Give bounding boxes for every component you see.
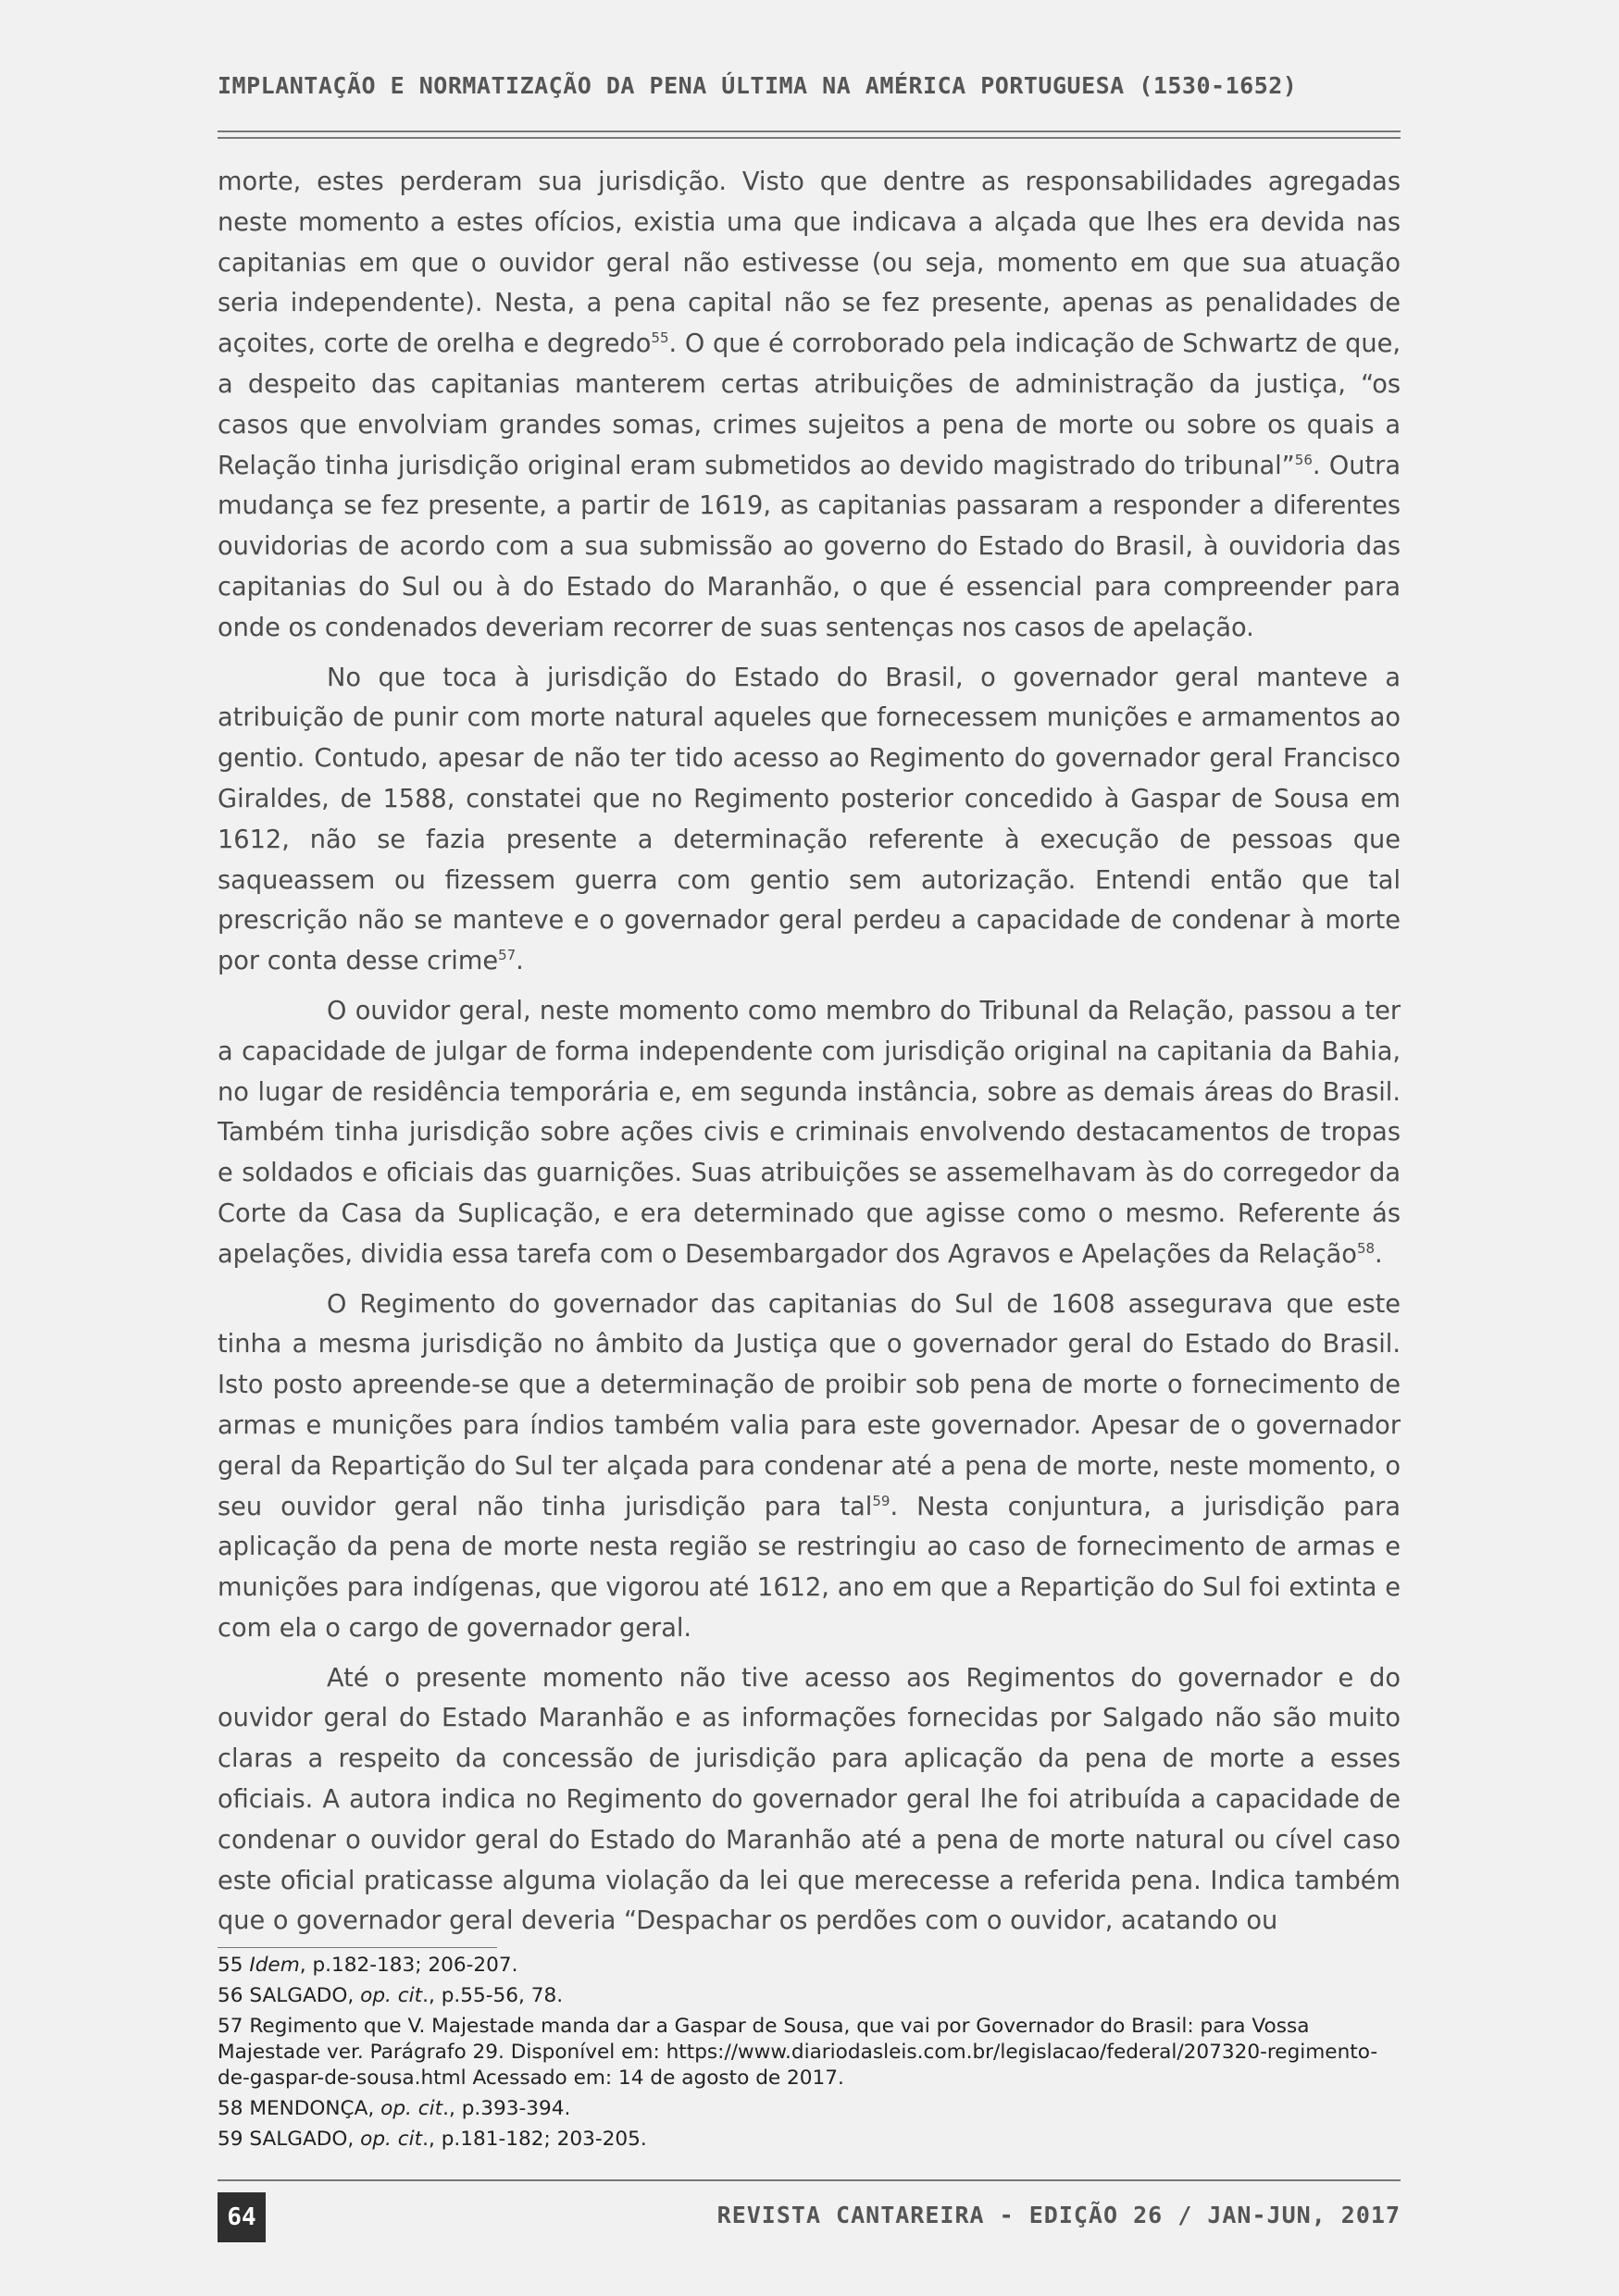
footnote — [218, 2096, 1401, 2122]
footnote-separator — [218, 1947, 497, 1948]
text-run: . — [516, 947, 524, 976]
paragraph — [218, 1285, 1401, 1649]
text-run: ., p.393-394. — [442, 2097, 571, 2120]
footnote-ref: 58 — [1356, 1239, 1376, 1257]
text-run: O Regimento do governador das capitanias do Sul de 1608 assegurava que este tinha a mesma jurisdição no âmbito da Justiça que o governador geral do Estado do Brasil. Isto posto apreende-se que a determinação de proibir sob pena de morte o fornecimento de armas e munições para índios também valia para este governador. Apesar de o governador geral da Repartição do Sul ter alçada para condenar até a pena de morte, neste momento, o seu ouvidor geral não tinha jurisdição para tal — [218, 1289, 1401, 1521]
text-run: No que toca à jurisdição do Estado do Brasil, o governador geral manteve a atribuição de punir com morte natural aqueles que fornecessem munições e armamentos ao gentio. Contudo, apesar de não ter tido acesso ao Regimento do governador geral Francisco Giraldes, de 1588, constatei que no Regimento posterior concedido à Gaspar de Sousa em 1612, não se fazia presente a determinação referente à execução de pessoas que saqueassem ou fizessem guerra com gentio sem autorização. Entendi então que tal prescrição não se manteve e o governador geral perdeu a capacidade de condenar à morte por conta desse crime — [218, 663, 1401, 976]
paragraph — [218, 991, 1401, 1275]
italic-text: op. cit — [380, 2097, 443, 2120]
paragraph — [218, 658, 1401, 982]
italic-text: op. cit — [360, 2128, 423, 2151]
italic-text: op. cit — [360, 1984, 423, 2007]
text-run: . Nesta conjuntura, a jurisdição para aplicação da pena de morte nesta região se restringiu ao caso de fornecimento de armas e munições para indígenas, que vigorou até 1612, ano em que a Repartição do Sul foi extinta e com ela o cargo de governador geral. — [218, 1492, 1401, 1643]
text-run: , p.182-183; 206-207. — [299, 1954, 518, 1977]
footnote — [218, 1983, 1401, 2009]
journal-footer: REVISTA CANTAREIRA - EDIÇÃO 26 / JAN-JUN, 2017 — [716, 2202, 1401, 2228]
footnote-ref: 57 — [498, 947, 517, 964]
running-header: IMPLANTAÇÃO E NORMATIZAÇÃO DA PENA ÚLTIMA NA AMÉRICA PORTUGUESA (1530-1652) — [218, 72, 1298, 99]
footnote-ref: 55 — [651, 329, 669, 347]
text-run: . O que é corroborado pela indicação de Schwartz de que, a despeito das capitanias manterem certas atribuições de administração da justiça, “os casos que envolviam grandes somas, crimes sujeitos a pena de morte ou sobre os quais a Relação tinha jurisdição original eram submetidos ao devido magistrado do tribunal” — [218, 329, 1401, 480]
header-rule-top — [218, 130, 1401, 132]
footnotes — [218, 1953, 1401, 2157]
text-run: . Outra mudança se fez presente, a partir de 1619, as capitanias passaram a responder a diferentes ouvidorias de acordo com a sua submissão ao governo do Estado do Brasil, à ouvidoria das capitanias do Sul ou à do Estado do Maranhão, o que é essencial para compreender para onde os condenados deveriam recorrer de suas sentenças nos casos de apelação. — [218, 451, 1401, 642]
text-run: ., p.181-182; 203-205. — [422, 2128, 647, 2151]
footnote-ref: 59 — [872, 1492, 890, 1509]
text-run: 56 SALGADO, — [218, 1984, 361, 2007]
text-run: morte, estes perderam sua jurisdição. Visto que dentre as responsabilidades agregadas neste momento a estes ofícios, existia uma que indicava a alçada que lhes era devida nas capitanias em que o ouvidor geral não estivesse (ou seja, momento em que sua atuação seria independente). Nesta, a pena capital não se fez presente, apenas as penalidades de açoites, corte de orelha e degredo — [218, 168, 1401, 359]
text-run: 58 MENDONÇA, — [218, 2097, 381, 2120]
text-run: 59 SALGADO, — [218, 2128, 361, 2151]
paragraph — [218, 162, 1401, 649]
text-run: . — [1375, 1239, 1383, 1269]
footnote — [218, 1953, 1401, 1979]
text-run: Até o presente momento não tive acesso aos Regimentos do governador e do ouvidor geral do Estado Maranhão e as informações fornecidas por Salgado não são muito claras a respeito da concessão de jurisdição para aplicação da pena de morte a esses oficiais. A autora indica no Regimento do governador geral lhe foi atribuída a capacidade de condenar o ouvidor geral do Estado do Maranhão até a pena de morte natural ou cível caso este oficial praticasse alguma violação da lei que merecesse a referida pena. Indica também que o governador geral deveria “Despachar os perdões com o ouvidor, acatando ou — [218, 1663, 1401, 1936]
article-body — [218, 162, 1401, 1951]
footnote — [218, 2014, 1401, 2091]
text-run: ., p.55-56, 78. — [422, 1984, 564, 2007]
footnote — [218, 2127, 1401, 2153]
text-run: 55 — [218, 1954, 250, 1977]
header-rule-bottom — [218, 137, 1401, 139]
footer-rule — [218, 2179, 1401, 2181]
text-run: O ouvidor geral, neste momento como membro do Tribunal da Relação, passou a ter a capacidade de julgar de forma independente com jurisdição original na capitania da Bahia, no lugar de residência temporária e, em segunda instância, sobre as demais áreas do Brasil. Também tinha jurisdição sobre ações civis e criminais envolvendo destacamentos de tropas e soldados e oficiais das guarnições. Suas atribuições se assemelhavam às do corregedor da Corte da Casa da Suplicação, e era determinado que agisse como o mesmo. Referente ás apelações, dividia essa tarefa com o Desembargador dos Agravos e Apelações da Relação — [218, 996, 1401, 1269]
page-number: 64 — [218, 2192, 266, 2242]
paragraph — [218, 1658, 1401, 1942]
text-run: 57 Regimento que V. Majestade manda dar a Gaspar de Sousa, que vai por Governador do Brasil: para Vossa Majestade ver. Parágrafo 29. Disponível em: https://www.diariodasleis.com.br/legislacao/federal/207320-regimento-de-gaspar-de-sousa.html Acessado em: 14 de agosto de 2017. — [218, 2015, 1378, 2090]
italic-text: Idem — [249, 1954, 300, 1977]
footnote-ref: 56 — [1294, 451, 1313, 468]
